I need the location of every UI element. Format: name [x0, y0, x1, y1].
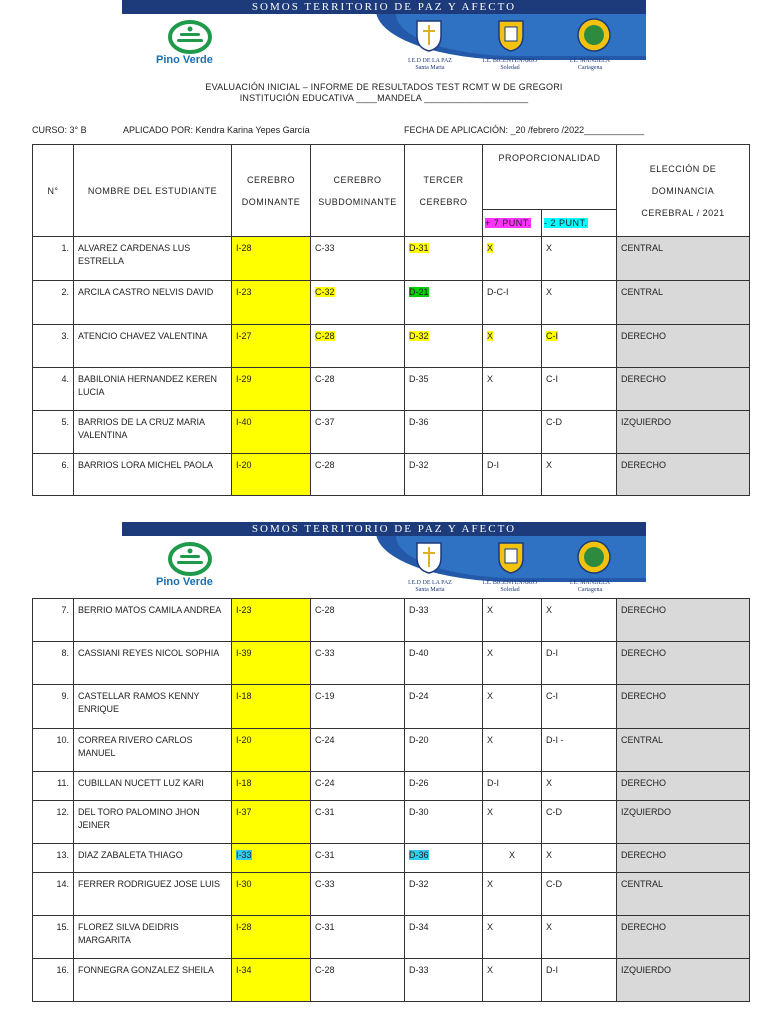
school-caption: I.E. BICENTENARIO Soledad [482, 580, 538, 593]
page-banner-2 [122, 522, 646, 593]
school-caption: I.E. BICENTENARIO Soledad [482, 58, 538, 71]
student-name: CUBILLAN NUCETT LUZ KARI [74, 772, 232, 801]
student-row [33, 959, 750, 1002]
minus2-points-value: X [542, 916, 617, 959]
student-name: ARCILA CASTRO NELVIS DAVID [74, 281, 232, 325]
third-brain-value: D-20 [405, 729, 483, 772]
institution-line: INSTITUCIÓN EDUCATIVA ____MANDELA ____________________ [239, 93, 529, 103]
third-brain-value: D-31 [405, 237, 483, 281]
plus7-points-value: D-I [483, 772, 542, 801]
subdominant-brain-value: C-28 [311, 599, 405, 642]
subdominant-brain-value: C-28 [311, 325, 405, 368]
dominance-election-value: IZQUIERDO [617, 801, 750, 844]
course-label: CURSO: 3° B [32, 125, 87, 135]
dominance-election-value: DERECHO [617, 642, 750, 685]
minus2-points-value: C-D [542, 873, 617, 916]
student-row [33, 368, 750, 411]
col-header-third: TERCER CEREBRO [405, 145, 483, 237]
subdominant-brain-value: C-37 [311, 411, 405, 454]
col-header-name: NOMBRE DEL ESTUDIANTE [74, 145, 232, 237]
dominant-brain-value: I-18 [232, 772, 311, 801]
results-table-body [33, 237, 750, 496]
plus7-points-value: X [483, 237, 542, 281]
col-header-election: ELECCIÓN DE DOMINANCIA CEREBRAL / 2021 [617, 145, 750, 237]
subdominant-brain-value: C-24 [311, 772, 405, 801]
subdominant-brain-value: C-31 [311, 916, 405, 959]
plus7-points-value: D-C-I [483, 281, 542, 325]
student-number: 13. [33, 844, 74, 873]
student-row [33, 642, 750, 685]
plus7-points-value: X [483, 844, 542, 873]
dominant-brain-value: I-30 [232, 873, 311, 916]
student-row [33, 237, 750, 281]
plus7-points-value: X [483, 685, 542, 729]
student-row [33, 454, 750, 496]
student-number: 2. [33, 281, 74, 325]
school-crest-icon [496, 540, 526, 574]
student-name: BARRIOS DE LA CRUZ MARIA VALENTINA [74, 411, 232, 454]
student-row [33, 599, 750, 642]
student-name: DIAZ ZABALETA THIAGO [74, 844, 232, 873]
third-brain-value: D-32 [405, 873, 483, 916]
third-brain-value: D-40 [405, 642, 483, 685]
third-brain-value: D-33 [405, 599, 483, 642]
student-number: 11. [33, 772, 74, 801]
student-number: 3. [33, 325, 74, 368]
dominant-brain-value: I-40 [232, 411, 311, 454]
dominant-brain-value: I-28 [232, 916, 311, 959]
minus2-points-value: X [542, 281, 617, 325]
dominance-election-value: CENTRAL [617, 237, 750, 281]
student-row [33, 325, 750, 368]
student-number: 1. [33, 237, 74, 281]
third-brain-value: D-36 [405, 411, 483, 454]
dominance-election-value: DERECHO [617, 325, 750, 368]
student-name: FLOREZ SILVA DEIDRIS MARGARITA [74, 916, 232, 959]
school-seal-icon [576, 540, 612, 574]
plus7-points-value: X [483, 368, 542, 411]
dominance-election-value: CENTRAL [617, 729, 750, 772]
dominance-election-value: DERECHO [617, 685, 750, 729]
dominance-election-value: DERECHO [617, 599, 750, 642]
plus7-points-value: X [483, 801, 542, 844]
student-name: FERRER RODRIGUEZ JOSE LUIS [74, 873, 232, 916]
pino-verde-logo-icon [168, 20, 212, 54]
minus2-points-value: D-I [542, 959, 617, 1002]
col-header-number: N° [33, 145, 74, 237]
banner-slogan: SOMOS TERRITORIO DE PAZ Y AFECTO [122, 0, 646, 14]
subdominant-brain-value: C-28 [311, 368, 405, 411]
col-header-minus2: - 2 PUNT. [542, 210, 617, 237]
student-row [33, 844, 750, 873]
student-name: BABILONIA HERNANDEZ KEREN LUCIA [74, 368, 232, 411]
subdominant-brain-value: C-33 [311, 642, 405, 685]
third-brain-value: D-33 [405, 959, 483, 1002]
student-row [33, 873, 750, 916]
student-name: FONNEGRA GONZALEZ SHEILA [74, 959, 232, 1002]
dominance-election-value: CENTRAL [617, 873, 750, 916]
subdominant-brain-value: C-28 [311, 454, 405, 496]
student-name: ATENCIO CHAVEZ VALENTINA [74, 325, 232, 368]
student-name: DEL TORO PALOMINO JHON JEINER [74, 801, 232, 844]
plus7-points-value: X [483, 325, 542, 368]
dominant-brain-value: I-39 [232, 642, 311, 685]
dominance-election-value: DERECHO [617, 916, 750, 959]
school-crest-icon [414, 540, 444, 574]
subdominant-brain-value: C-32 [311, 281, 405, 325]
plus7-points-value: X [483, 642, 542, 685]
subdominant-brain-value: C-28 [311, 959, 405, 1002]
third-brain-value: D-26 [405, 772, 483, 801]
pino-verde-logo-icon [168, 542, 212, 576]
minus2-points-value: C-D [542, 411, 617, 454]
minus2-points-value: X [542, 844, 617, 873]
school-caption: I.E. MANDELA Cartagena [569, 58, 611, 71]
dominant-brain-value: I-29 [232, 368, 311, 411]
subdominant-brain-value: C-24 [311, 729, 405, 772]
student-row [33, 281, 750, 325]
applied-by-label: APLICADO POR: Kendra Karina Yepes García [123, 125, 310, 135]
application-date-label: FECHA DE APLICACIÓN: _20 /febrero /2022____________ [404, 125, 645, 135]
dominant-brain-value: I-28 [232, 237, 311, 281]
subdominant-brain-value: C-31 [311, 844, 405, 873]
dominance-election-value: IZQUIERDO [617, 411, 750, 454]
school-crest-icon [414, 18, 444, 52]
school-seal-icon [576, 18, 612, 52]
student-row [33, 916, 750, 959]
plus7-points-value: X [483, 959, 542, 1002]
dominant-brain-value: I-27 [232, 325, 311, 368]
dominant-brain-value: I-23 [232, 281, 311, 325]
third-brain-value: D-35 [405, 368, 483, 411]
brand-name: Pino Verde [156, 54, 213, 66]
third-brain-value: D-24 [405, 685, 483, 729]
student-number: 9. [33, 685, 74, 729]
dominant-brain-value: I-37 [232, 801, 311, 844]
page-banner-1 [122, 0, 646, 71]
third-brain-value: D-32 [405, 454, 483, 496]
student-row [33, 685, 750, 729]
student-name: BARRIOS LORA MICHEL PAOLA [74, 454, 232, 496]
results-table-page-2 [32, 598, 750, 1002]
student-row [33, 772, 750, 801]
minus2-points-value: D-I [542, 642, 617, 685]
plus7-points-value: X [483, 599, 542, 642]
student-number: 4. [33, 368, 74, 411]
third-brain-value: D-32 [405, 325, 483, 368]
plus7-points-value: D-I [483, 454, 542, 496]
student-name: CASTELLAR RAMOS KENNY ENRIQUE [74, 685, 232, 729]
dominant-brain-value: I-20 [232, 454, 311, 496]
minus2-points-value: C-I [542, 685, 617, 729]
student-number: 8. [33, 642, 74, 685]
minus2-points-value: X [542, 772, 617, 801]
brand-name: Pino Verde [156, 576, 213, 588]
plus7-points-value: X [483, 916, 542, 959]
student-number: 15. [33, 916, 74, 959]
student-number: 5. [33, 411, 74, 454]
dominant-brain-value: I-34 [232, 959, 311, 1002]
dominance-election-value: DERECHO [617, 368, 750, 411]
plus7-points-value [483, 411, 542, 454]
minus2-points-value: D-I - [542, 729, 617, 772]
dominant-brain-value: I-18 [232, 685, 311, 729]
banner-slogan: SOMOS TERRITORIO DE PAZ Y AFECTO [122, 522, 646, 536]
col-header-plus7: + 7 PUNT. [483, 210, 542, 237]
minus2-points-value: X [542, 237, 617, 281]
minus2-points-value: X [542, 454, 617, 496]
student-name: CASSIANI REYES NICOL SOPHIA [74, 642, 232, 685]
student-row [33, 801, 750, 844]
subdominant-brain-value: C-33 [311, 237, 405, 281]
student-number: 14. [33, 873, 74, 916]
dominance-election-value: CENTRAL [617, 281, 750, 325]
student-name: CORREA RIVERO CARLOS MANUEL [74, 729, 232, 772]
subdominant-brain-value: C-33 [311, 873, 405, 916]
minus2-points-value: C-I [542, 325, 617, 368]
third-brain-value: D-36 [405, 844, 483, 873]
student-number: 6. [33, 454, 74, 496]
col-header-proportionality: PROPORCIONALIDAD [483, 145, 617, 210]
student-number: 12. [33, 801, 74, 844]
minus2-points-value: C-D [542, 801, 617, 844]
minus2-points-value: C-I [542, 368, 617, 411]
dominant-brain-value: I-20 [232, 729, 311, 772]
student-row [33, 411, 750, 454]
subdominant-brain-value: C-19 [311, 685, 405, 729]
school-caption: I.E.D DE LA PAZ Santa Marta [408, 58, 452, 71]
results-table-page-1 [32, 144, 750, 496]
plus7-points-value: X [483, 729, 542, 772]
student-number: 10. [33, 729, 74, 772]
third-brain-value: D-21 [405, 281, 483, 325]
dominance-election-value: DERECHO [617, 454, 750, 496]
subdominant-brain-value: C-31 [311, 801, 405, 844]
col-header-subdominant: CEREBRO SUBDOMINANTE [311, 145, 405, 237]
plus7-points-value: X [483, 873, 542, 916]
third-brain-value: D-30 [405, 801, 483, 844]
student-name: ALVAREZ CARDENAS LUS ESTRELLA [74, 237, 232, 281]
dominant-brain-value: I-33 [232, 844, 311, 873]
third-brain-value: D-34 [405, 916, 483, 959]
col-header-dominant: CEREBRO DOMINANTE [232, 145, 311, 237]
dominant-brain-value: I-23 [232, 599, 311, 642]
student-number: 7. [33, 599, 74, 642]
student-row [33, 729, 750, 772]
dominance-election-value: DERECHO [617, 844, 750, 873]
student-number: 16. [33, 959, 74, 1002]
dominance-election-value: DERECHO [617, 772, 750, 801]
minus2-points-value: X [542, 599, 617, 642]
results-table-body [33, 599, 750, 1002]
student-name: BERRIO MATOS CAMILA ANDREA [74, 599, 232, 642]
report-title: EVALUACIÓN INICIAL – INFORME DE RESULTADOS TEST RCMT W DE GREGORI [205, 82, 563, 92]
school-caption: I.E. MANDELA Cartagena [569, 580, 611, 593]
dominance-election-value: IZQUIERDO [617, 959, 750, 1002]
school-crest-icon [496, 18, 526, 52]
school-caption: I.E.D DE LA PAZ Santa Marta [408, 580, 452, 593]
